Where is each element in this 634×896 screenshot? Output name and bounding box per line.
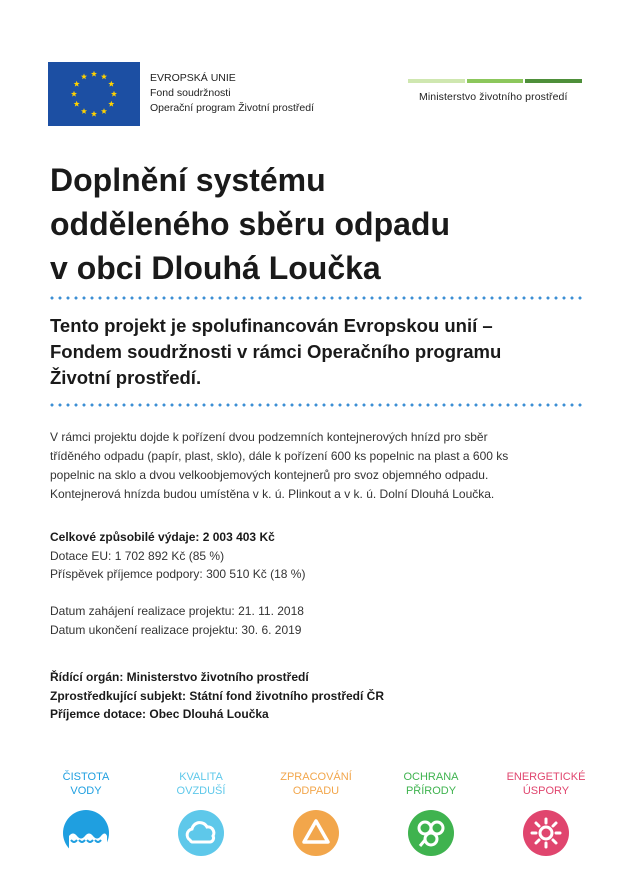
costs-section <box>50 528 305 584</box>
grant-recipient: Příjemce dotace: Obec Dlouhá Loučka <box>50 707 269 721</box>
description-line: tříděného odpadu (papír, plast, sklo), dále k pořízení 600 ks popelnic na plast a 600 ks <box>50 449 509 463</box>
subtitle <box>50 313 501 391</box>
recipient-contribution: Příspěvek příjemce podpory: 300 510 Kč (18 %) <box>50 567 306 581</box>
page-title <box>50 158 450 290</box>
eu-stars-icon <box>48 62 140 126</box>
title-line: odděleného sběru odpadu <box>50 206 451 242</box>
program-icons <box>36 770 596 860</box>
managing-authority: Řídící orgán: Ministerstvo životního prostředí <box>50 670 309 684</box>
eu-text <box>150 71 314 116</box>
icon-item-water <box>36 770 136 856</box>
eu-flag-logo <box>48 62 140 126</box>
organizations-section <box>50 668 384 724</box>
sun-icon <box>523 810 569 856</box>
icon-label <box>36 770 136 800</box>
icon-label <box>381 770 481 800</box>
icon-label-line: ÚSPORY <box>522 785 570 797</box>
description-line: V rámci projektu dojde k pořízení dvou podzemních kontejnerových hnízd pro sběr <box>50 430 488 444</box>
icon-label <box>496 770 596 800</box>
eu-subsidy: Dotace EU: 1 702 892 Kč (85 %) <box>50 548 225 563</box>
description-line: Kontejnerová hnízda budou umístěna v k. ú. Plinkout a v k. ú. Dolní Dlouhá Loučka. <box>50 487 495 501</box>
icon-label-line: PŘÍRODY <box>405 785 457 797</box>
nature-icon <box>408 810 454 856</box>
ministry-name: Ministerstvo životního prostředí <box>419 91 568 103</box>
icon-label-line: ENERGETICKÉ <box>506 771 586 783</box>
icon-label-line: ZPRACOVÁNÍ <box>280 771 352 783</box>
ministry-logo-bars <box>408 79 582 83</box>
description-line: popelnic na sklo a dvou velkoobjemových kontejnerů pro svoz objemného odpadu. <box>50 468 489 482</box>
eu-text-line: Operační program Životní prostředí <box>150 102 314 114</box>
icon-label-line: ODPADU <box>292 785 340 797</box>
total-costs: Celkové způsobilé výdaje: 2 003 403 Kč <box>50 530 275 544</box>
title-line: Doplnění systému <box>50 162 326 198</box>
icon-label-line: OCHRANA <box>403 771 459 783</box>
title-line: v obci Dlouhá Loučka <box>50 250 381 286</box>
dotted-divider <box>48 296 584 300</box>
end-date: Datum ukončení realizace projektu: 30. 6. 2019 <box>50 622 302 637</box>
icon-item-air <box>151 770 251 856</box>
subtitle-line: Tento projekt je spolufinancován Evropskou unií – <box>50 315 493 336</box>
icon-label-line: KVALITA <box>179 771 223 783</box>
project-description <box>50 428 508 504</box>
eu-text-line: Fond soudržnosti <box>150 87 231 99</box>
intermediate-body: Zprostředkující subjekt: Státní fond životního prostředí ČR <box>50 688 385 703</box>
icon-item-nature <box>381 770 481 856</box>
subtitle-line: Fondem soudržnosti v rámci Operačního programu <box>50 341 502 362</box>
dates-section <box>50 602 304 639</box>
icon-label-line: ČISTOTA <box>62 771 110 783</box>
water-icon <box>63 810 109 856</box>
dotted-divider <box>48 403 584 407</box>
icon-label <box>151 770 251 800</box>
start-date: Datum zahájení realizace projektu: 21. 11. 2018 <box>50 604 304 618</box>
cloud-icon <box>178 810 224 856</box>
eu-text-line: EVROPSKÁ UNIE <box>150 72 236 84</box>
icon-item-energy <box>496 770 596 856</box>
icon-item-waste <box>266 770 366 856</box>
subtitle-line: Životní prostředí. <box>50 367 202 388</box>
icon-label-line: OVZDUŠÍ <box>176 785 226 797</box>
icon-label <box>266 770 366 800</box>
icon-label-line: VODY <box>70 785 102 797</box>
recycle-triangle-icon <box>293 810 339 856</box>
